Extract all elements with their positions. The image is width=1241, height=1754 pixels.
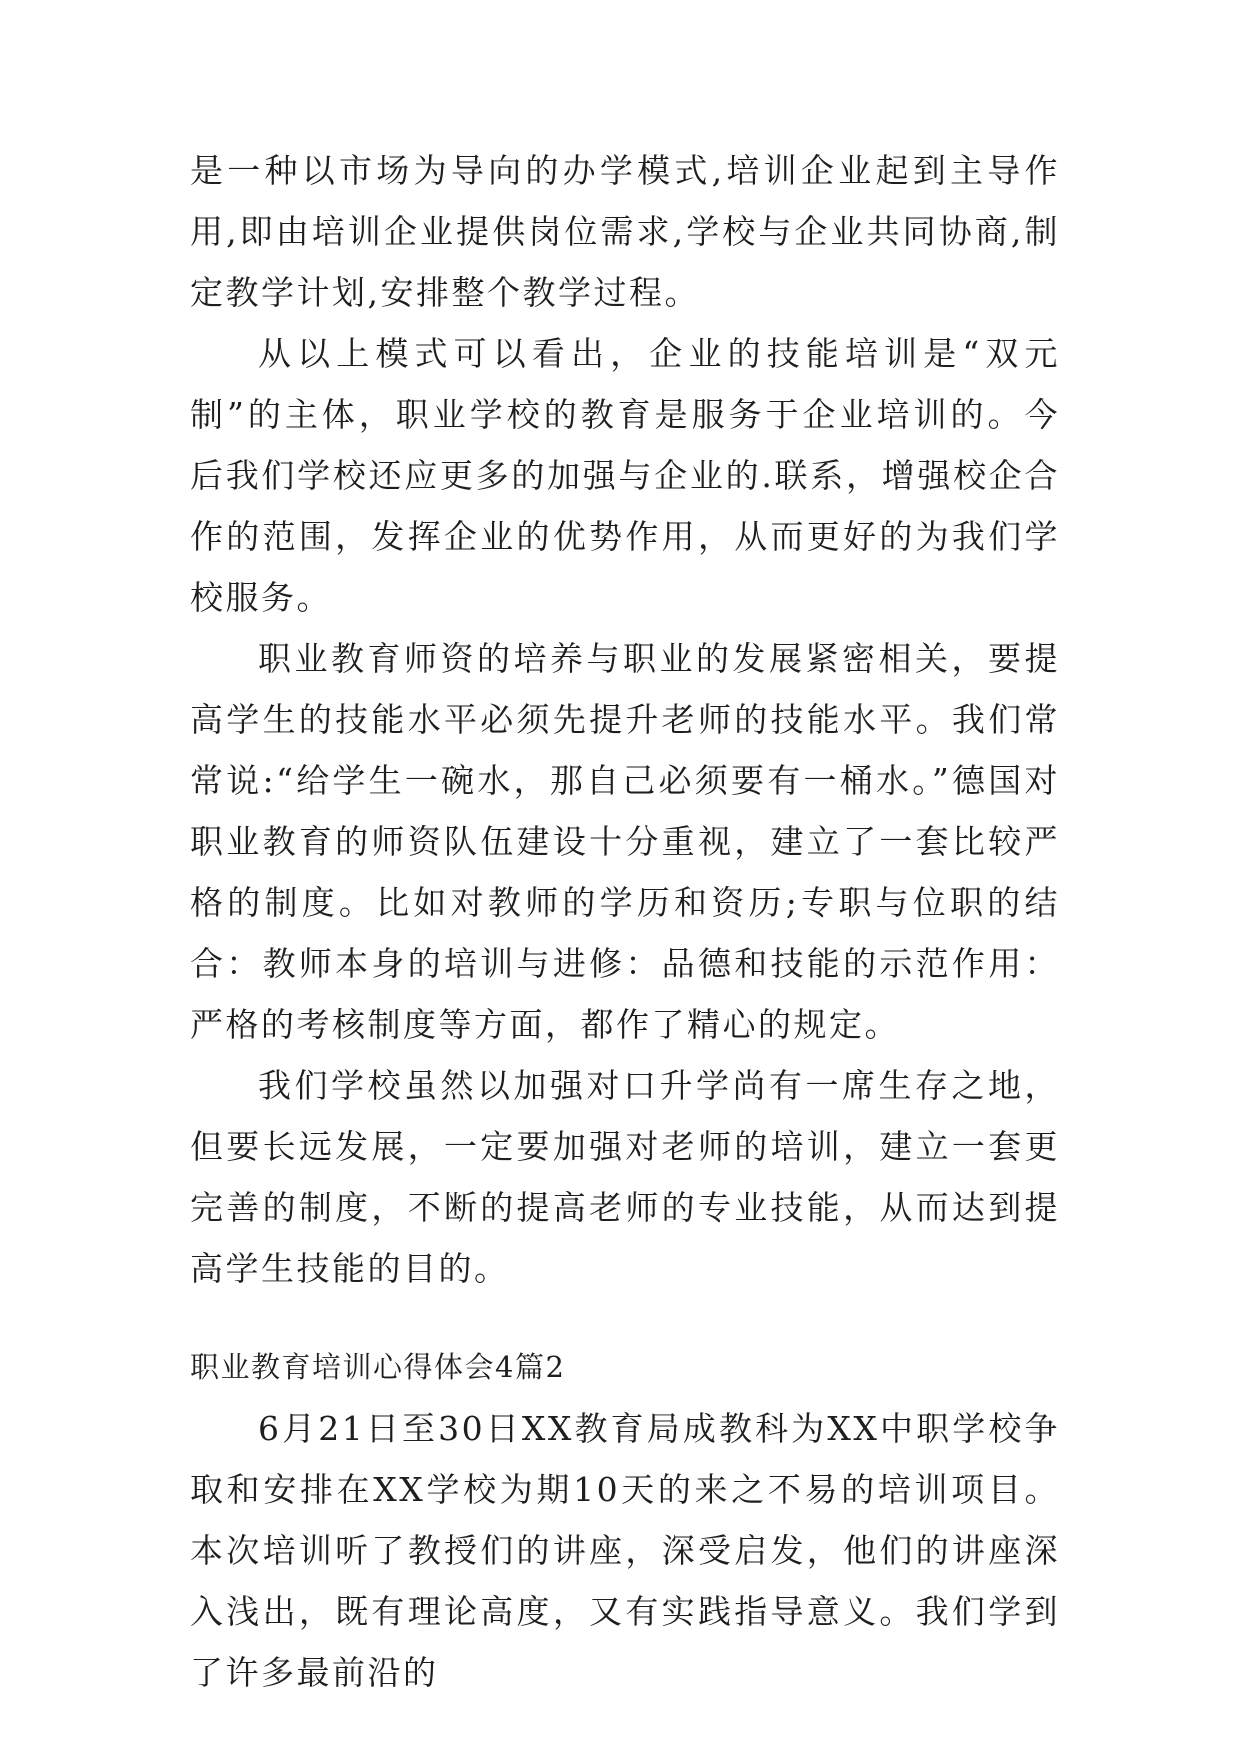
section-heading: 职业教育培训心得体会4篇2	[190, 1350, 566, 1384]
document-page	[190, 140, 1060, 1703]
paragraph-continuation: 是一种以市场为导向的办学模式,培训企业起到主导作用,即由培训企业提供岗位需求,学校与企业共同协商,制定教学计划,安排整个教学过程。	[190, 151, 1060, 312]
paragraph-training-project: 6月21日至30日XX教育局成教科为XX中职学校争取和安排在XX学校为期10天的来之不易的培训项目。本次培训听了教授们的讲座，深受启发，他们的讲座深入浅出，既有理论高度，又有实践指导意义。我们学到了许多最前沿的	[190, 1409, 1060, 1692]
paragraph-teacher-training: 职业教育师资的培养与职业的发展紧密相关，要提高学生的技能水平必须先提升老师的技能水平。我们常常说:“给学生一碗水，那自己必须要有一桶水。”德国对职业教育的师资队伍建设十分重视，建立了一套比较严格的制度。比如对教师的学历和资历;专职与位职的结合：教师本身的培训与进修：品德和技能的示范作用：严格的考核制度等方面，都作了精心的规定。	[190, 639, 1060, 1044]
paragraph-dual-system: 从以上模式可以看出，企业的技能培训是“双元制”的主体，职业学校的教育是服务于企业培训的。今后我们学校还应更多的加强与企业的.联系，增强校企合作的范围，发挥企业的优势作用，从而更好的为我们学校服务。	[190, 334, 1060, 617]
paragraph-school-development: 我们学校虽然以加强对口升学尚有一席生存之地，但要长远发展，一定要加强对老师的培训，建立一套更完善的制度，不断的提高老师的专业技能，从而达到提高学生技能的目的。	[190, 1066, 1060, 1288]
